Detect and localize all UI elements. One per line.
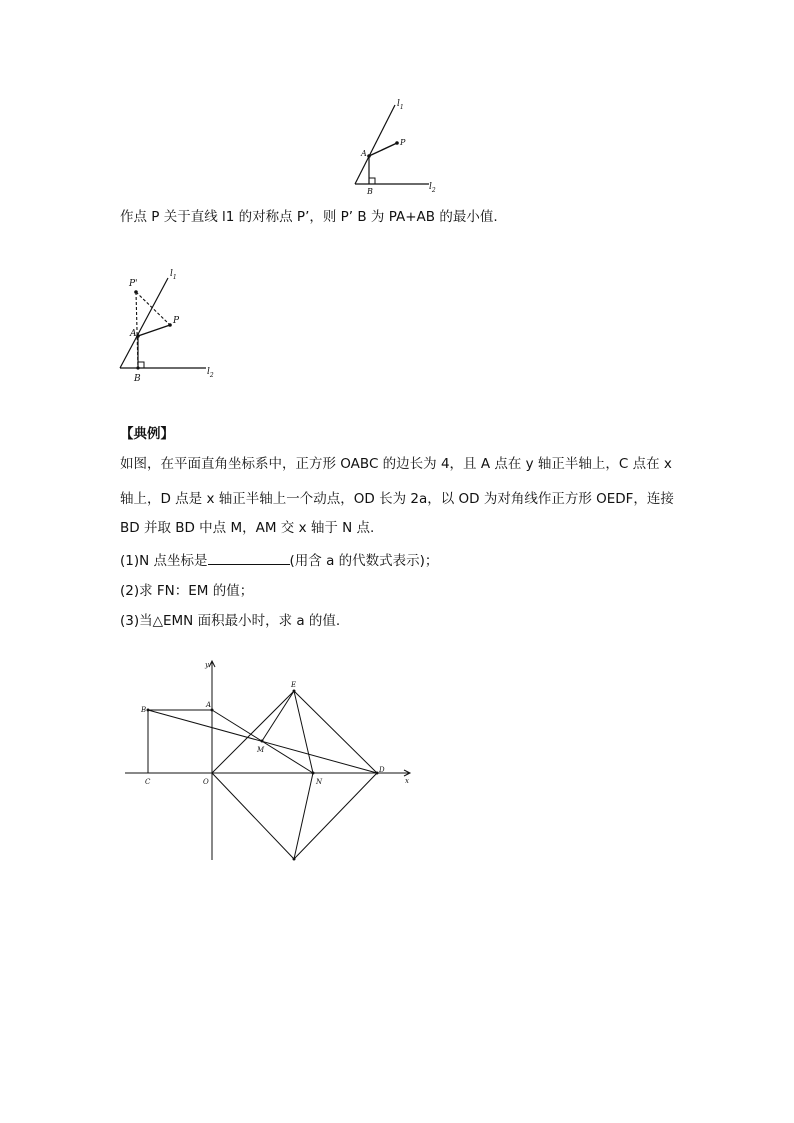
label-N: N — [316, 778, 323, 786]
label-P: P — [173, 316, 180, 326]
label-l1: $l_1$ — [397, 99, 404, 111]
label-l1: $l_1$ — [170, 269, 177, 281]
question-1-suffix: (用含 a 的代数式表示)； — [289, 553, 439, 569]
label-M: M — [257, 746, 265, 754]
label-C: C — [145, 778, 151, 786]
problem-line-3: BD 并取 BD 中点 M，AM 交 x 轴于 N 点. — [120, 520, 375, 536]
label-D: D — [379, 766, 385, 774]
question-1 — [120, 550, 438, 571]
label-x-axis: x — [405, 777, 409, 785]
figure-2-reflection-diagram — [112, 264, 222, 386]
label-B: B — [134, 374, 141, 384]
label-l2: $l_2$ — [429, 182, 436, 194]
problem-line-2: 轴上，D 点是 x 轴正半轴上一个动点，OD 长为 2a，以 OD 为对角线作正方形 OEDF，连接 — [120, 491, 674, 507]
label-A: A — [361, 149, 367, 158]
label-B: B — [367, 187, 373, 196]
example-heading: 【典例】 — [120, 426, 174, 442]
question-1-prefix: (1)N 点坐标是 — [120, 553, 208, 569]
question-2: (2)求 FN：EM 的值； — [120, 583, 254, 599]
label-A: A — [130, 329, 137, 339]
label-P: P — [400, 138, 406, 147]
label-l2: $l_2$ — [207, 367, 214, 379]
label-E: E — [291, 681, 297, 689]
label-A: A — [206, 701, 212, 709]
question-3: (3)当△EMN 面积最小时，求 a 的值. — [120, 613, 341, 629]
answer-blank — [208, 550, 290, 565]
label-B: B — [141, 706, 147, 714]
problem-line-1: 如图，在平面直角坐标系中，正方形 OABC 的边长为 4，且 A 点在 y 轴正半轴上，C 点在 x — [120, 456, 672, 472]
label-y-axis: y — [205, 661, 209, 669]
label-P-prime: P' — [129, 279, 138, 289]
figure-3-coordinate-diagram — [120, 655, 420, 867]
symmetry-note: 作点 P 关于直线 l1 的对称点 P’，则 P’ B 为 PA+AB 的最小值. — [120, 209, 498, 225]
figure-1-angle-diagram — [345, 92, 445, 196]
label-O: O — [203, 778, 209, 786]
